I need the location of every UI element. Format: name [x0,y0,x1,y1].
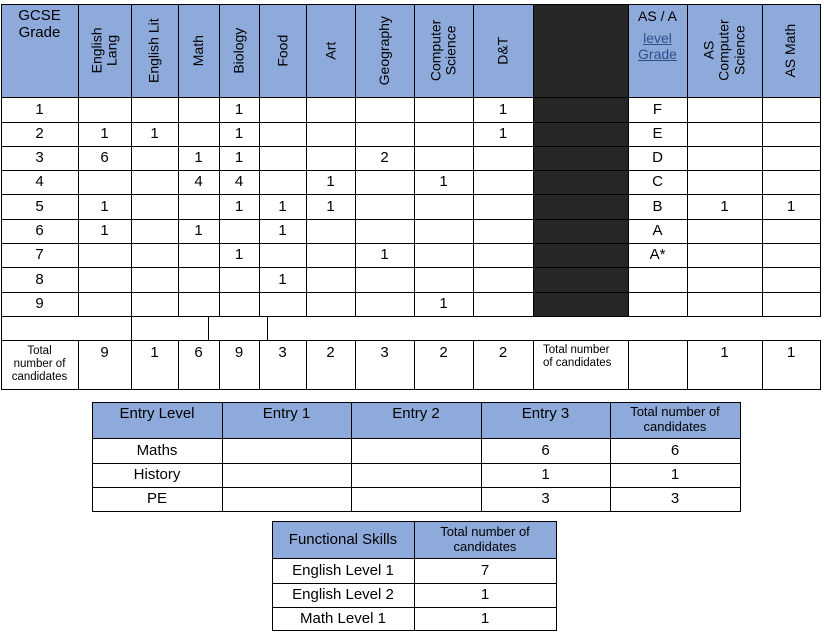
as-cell [687,219,762,243]
subject-header [78,4,131,97]
gcse-cell [78,243,131,267]
gcse-cell [473,219,533,243]
functional-cell: Math Level 1 [300,609,386,627]
as-grade: F [652,100,663,118]
as-subject-header [762,4,820,97]
gcse-total: 9 [234,344,244,362]
gcse-grade: 3 [35,149,44,167]
functional-cell: English Level 1 [292,561,394,579]
gcse-total: 1 [150,344,159,362]
gcse-grade: 6 [35,222,44,240]
gcse-grade: 8 [35,270,44,288]
subject-header-text: D&T [494,36,511,65]
gcse-cell [131,243,178,267]
functional-cell: 1 [480,609,490,627]
gcse-grade: 9 [35,295,44,313]
subject-header-text: English Lit [145,18,162,83]
subject-header [219,4,259,97]
subject-header-text: Food [273,34,290,67]
entry-cell [222,463,351,487]
gcse-cell [355,122,414,146]
gcse-cell [414,194,473,219]
gcse-cell: 1 [194,149,203,167]
gcse-cell: 1 [234,125,244,143]
grid-line [556,521,557,631]
gcse-cell: 1 [278,270,287,288]
gcse-cell [306,243,355,267]
separator-column [533,4,628,316]
grid-line [1,316,821,317]
entry-cell: Maths [136,441,178,459]
grid-line [820,4,821,317]
gcse-cell [259,97,306,122]
gcse-cell [131,146,178,170]
gcse-cell: 4 [194,173,203,191]
gcse-cell [306,292,355,316]
grid-line [267,316,268,341]
gcse-cell [178,194,219,219]
gcse-cell: 1 [439,295,448,313]
entry-header: Entry Level [119,405,195,422]
as-cell [762,122,820,146]
gcse-cell: 1 [498,100,508,118]
as-cell [762,97,820,122]
gcse-cell: 1 [150,125,159,143]
as-subject-header [687,4,762,97]
grid-line [628,340,629,390]
gcse-cell: 1 [100,197,109,215]
gcse-cell [131,292,178,316]
gcse-cell [178,243,219,267]
as-cell [687,146,762,170]
subject-header [473,4,533,97]
as-cell: 1 [720,197,729,215]
gcse-cell: 1 [278,222,287,240]
gcse-cell [178,97,219,122]
gcse-total: 9 [100,344,109,362]
subject-header [355,4,414,97]
gcse-cell [306,146,355,170]
gcse-total: 2 [439,344,448,362]
gcse-grade-header: GCSE Grade [18,7,61,42]
functional-header: Total number of candidates [440,523,530,554]
entry-cell: History [133,466,181,484]
subject-header-text: Math [189,34,206,67]
gcse-cell [78,170,131,194]
gcse-cell [306,122,355,146]
gcse-cell [219,292,259,316]
gcse-cell [131,97,178,122]
entry-header: Entry 1 [262,405,311,422]
gcse-cell: 1 [326,173,335,191]
as-cell [687,97,762,122]
gcse-cell [355,292,414,316]
entry-cell [222,487,351,511]
gcse-cell [219,219,259,243]
functional-header: Functional Skills [288,530,398,548]
gcse-cell: 1 [194,222,203,240]
functional-cell: 7 [480,561,490,579]
gcse-cell [131,170,178,194]
subject-header-text: English Lang [88,27,120,74]
gcse-cell: 1 [100,125,109,143]
functional-cell: 1 [480,586,490,604]
entry-cell: 6 [541,441,550,459]
as-cell [687,170,762,194]
as-total-label: Total number of candidates [543,343,612,369]
as-cell: 1 [786,197,796,215]
as-subject-header-text: AS Math [782,23,799,78]
gcse-cell [78,97,131,122]
gcse-cell: 1 [234,100,244,118]
gcse-cell [259,146,306,170]
gcse-cell [355,267,414,292]
gcse-cell [131,267,178,292]
gcse-total: 3 [278,344,287,362]
subject-header [259,4,306,97]
gcse-cell: 1 [278,197,287,215]
gcse-cell [473,267,533,292]
as-grade: B [652,197,663,215]
grid-line [131,316,132,341]
entry-header: Entry 2 [392,405,440,422]
gcse-cell [306,267,355,292]
entry-cell: 6 [670,441,680,459]
as-total: 1 [720,344,729,362]
gcse-cell: 1 [234,149,244,167]
entry-cell [222,438,351,463]
as-cell [762,243,820,267]
subject-header-text: Geography [375,15,392,86]
entry-header: Total number of candidates [630,404,720,434]
as-cell [762,219,820,243]
gcse-total: 6 [194,344,203,362]
gcse-cell: 1 [234,197,244,215]
gcse-cell: 6 [100,149,109,167]
as-cell [762,146,820,170]
gcse-cell [473,170,533,194]
subject-header-text: Biology [230,27,247,74]
as-grade: A [652,222,663,240]
gcse-cell [414,146,473,170]
gcse-cell: 1 [498,125,508,143]
gcse-cell [219,267,259,292]
gcse-cell [355,170,414,194]
gcse-grade: 7 [35,246,44,264]
gcse-cell [414,267,473,292]
subject-header [414,4,473,97]
gcse-cell [259,170,306,194]
grid-line [1,4,821,5]
gcse-cell [473,243,533,267]
gcse-cell [178,267,219,292]
gcse-cell [259,243,306,267]
gcse-cell [355,194,414,219]
subject-header-text: Art [321,41,338,60]
grid-line [92,511,741,512]
entry-cell: 3 [670,490,680,508]
entry-cell [351,438,481,463]
gcse-total: 3 [380,344,389,362]
grid-line [820,340,821,390]
gcse-cell [414,97,473,122]
gcse-cell [473,146,533,170]
gcse-cell [306,97,355,122]
as-cell [687,243,762,267]
as-grade: A* [649,246,666,264]
gcse-cell [355,97,414,122]
as-grade: D [652,149,663,167]
gcse-cell [473,292,533,316]
gcse-cell: 1 [380,246,389,264]
entry-header: Entry 3 [521,405,570,422]
functional-cell: English Level 2 [292,586,394,604]
gcse-grade: 2 [35,125,44,143]
gcse-cell [178,292,219,316]
gcse-cell: 1 [100,222,109,240]
gcse-total: 2 [326,344,335,362]
gcse-total-label: Total number of candidates [11,344,68,384]
gcse-cell: 1 [326,197,335,215]
grid-line [533,4,534,317]
subject-header [306,4,355,97]
gcse-cell [131,194,178,219]
as-grade: E [652,125,663,143]
subject-header [131,4,178,97]
subject-header [178,4,219,97]
gcse-grade: 4 [35,173,44,191]
entry-cell: PE [146,490,167,508]
as-grade-header-link[interactable]: level Grade [638,29,677,62]
gcse-cell: 4 [234,173,244,191]
gcse-cell [355,219,414,243]
gcse-cell [131,219,178,243]
gcse-cell: 1 [234,246,244,264]
grid-line [1,316,2,341]
gcse-cell: 2 [380,149,389,167]
grid-line [208,316,209,341]
as-subject-header-text: AS Computer Science [700,19,748,82]
grid-line [740,402,741,512]
as-grade: C [652,173,663,191]
gcse-cell [78,292,131,316]
gcse-cell [306,219,355,243]
as-grade-header: AS / A [638,7,677,24]
entry-cell: 1 [541,466,550,484]
entry-cell [351,463,481,487]
gcse-cell [473,194,533,219]
entry-cell [351,487,481,511]
gcse-cell [78,267,131,292]
gcse-cell [414,243,473,267]
gcse-total: 2 [498,344,508,362]
subject-header-text: Computer Science [427,19,459,82]
entry-cell: 3 [541,490,550,508]
entry-cell: 1 [670,466,680,484]
grid-line [1,389,821,390]
gcse-grade: 1 [35,100,44,118]
as-cell [687,122,762,146]
gcse-cell [259,122,306,146]
gcse-cell [259,292,306,316]
gcse-cell [414,219,473,243]
gcse-cell [414,122,473,146]
gcse-cell [178,122,219,146]
gcse-grade: 5 [35,197,44,215]
gcse-cell: 1 [439,173,448,191]
as-total: 1 [786,344,796,362]
as-cell [762,170,820,194]
